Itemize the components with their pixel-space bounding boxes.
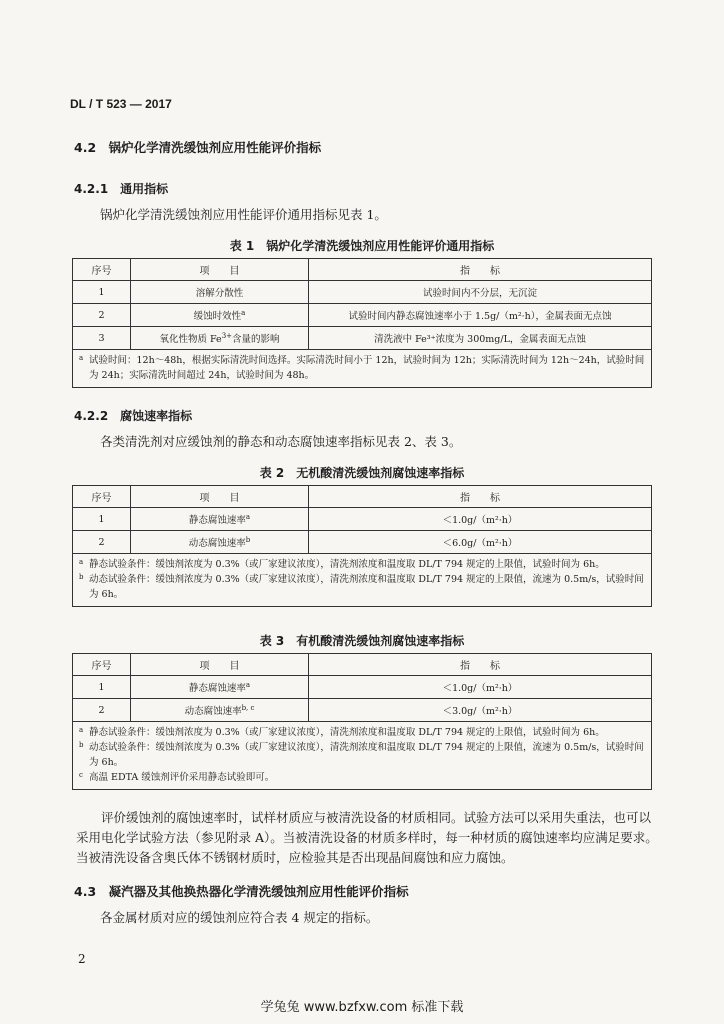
header-no: 序号 bbox=[73, 486, 131, 508]
note bbox=[79, 770, 645, 785]
cell-index: ＜6.0g/（m²·h） bbox=[309, 531, 652, 554]
cell-index: 清洗液中 Fe³⁺浓度为 300mg/L，金属表面无点蚀 bbox=[309, 327, 652, 350]
item-text: 动态腐蚀速率 bbox=[184, 706, 242, 717]
cell-no: 1 bbox=[73, 508, 131, 531]
cell-no: 2 bbox=[73, 531, 131, 554]
footnote-ref: b bbox=[245, 535, 251, 544]
note-text: 高温 EDTA 缓蚀剂评价采用静态试验即可。 bbox=[89, 772, 275, 783]
table-row bbox=[73, 327, 652, 350]
note-mark: a bbox=[79, 726, 84, 734]
table3-caption: 表 3 有机酸清洗缓蚀剂腐蚀速率指标 bbox=[259, 634, 465, 648]
doc-header: DL / T 523 — 2017 bbox=[70, 97, 172, 111]
table-row bbox=[73, 281, 652, 304]
cell-item bbox=[131, 327, 309, 350]
table-notes bbox=[73, 554, 652, 607]
table-notes-row bbox=[73, 554, 652, 607]
cell-index: ＜3.0g/（m²·h） bbox=[309, 699, 652, 722]
note bbox=[79, 572, 645, 602]
table-row bbox=[73, 699, 652, 722]
cell-index: ＜1.0g/（m²·h） bbox=[309, 508, 652, 531]
item-text: 静态腐蚀速率 bbox=[188, 515, 246, 526]
paragraph-2: 各类清洗剂对应缓蚀剂的静态和动态腐蚀速率指标见表 2、表 3。 bbox=[100, 434, 462, 449]
paragraph-1: 锅炉化学清洗缓蚀剂应用性能评价通用指标见表 1。 bbox=[100, 207, 387, 222]
table2-caption: 表 2 无机酸清洗缓蚀剂腐蚀速率指标 bbox=[259, 466, 465, 480]
table-notes-row bbox=[73, 350, 652, 388]
header-no: 序号 bbox=[73, 259, 131, 281]
note-mark: c bbox=[79, 771, 83, 779]
table2 bbox=[72, 485, 652, 607]
table-notes-row bbox=[73, 722, 652, 790]
note bbox=[79, 353, 645, 383]
table1-caption: 表 1 锅炉化学清洗缓蚀剂应用性能评价通用指标 bbox=[229, 239, 495, 253]
table-notes bbox=[73, 722, 652, 790]
footnote-ref: b, c bbox=[241, 703, 255, 712]
table-header-row bbox=[73, 486, 652, 508]
note bbox=[79, 725, 645, 740]
note-text: 动态试验条件：缓蚀剂浓度为 0.3%（或厂家建议浓度），清洗剂浓度和温度取 DL/T 794 规定的上限值，流速为 0.5m/s，试验时间为 6h。 bbox=[89, 574, 644, 600]
item-text: 氧化性物质 Fe bbox=[159, 334, 222, 345]
cell-item bbox=[131, 676, 309, 699]
header-item: 项 目 bbox=[131, 654, 309, 676]
item-text: 动态腐蚀速率 bbox=[188, 538, 246, 549]
note-text: 静态试验条件：缓蚀剂浓度为 0.3%（或厂家建议浓度），清洗剂浓度和温度取 DL/T 794 规定的上限值，试验时间为 6h。 bbox=[89, 727, 605, 738]
table-row bbox=[73, 304, 652, 327]
section-4-2-1-heading: 4.2.1 通用指标 bbox=[74, 182, 169, 196]
cell-item bbox=[131, 699, 309, 722]
cell-no: 2 bbox=[73, 304, 131, 327]
note-mark: b bbox=[79, 741, 84, 749]
header-index: 指 标 bbox=[309, 259, 652, 281]
cell-item: 溶解分散性 bbox=[131, 281, 309, 304]
footnote-ref: a bbox=[245, 680, 251, 689]
table-header-row bbox=[73, 654, 652, 676]
header-item: 项 目 bbox=[131, 486, 309, 508]
table-notes bbox=[73, 350, 652, 388]
item-text: 缓蚀时效性 bbox=[193, 311, 242, 322]
cell-no: 2 bbox=[73, 699, 131, 722]
table-row bbox=[73, 508, 652, 531]
cell-index: 试验时间内不分层，无沉淀 bbox=[309, 281, 652, 304]
cell-index: 试验时间内静态腐蚀速率小于 1.5g/（m²·h），金属表面无点蚀 bbox=[309, 304, 652, 327]
cell-item bbox=[131, 531, 309, 554]
header-no: 序号 bbox=[73, 654, 131, 676]
paragraph-4: 各金属材质对应的缓蚀剂应符合表 4 规定的指标。 bbox=[100, 910, 379, 925]
section-4-2-heading: 4.2 锅炉化学清洗缓蚀剂应用性能评价指标 bbox=[74, 140, 322, 155]
table-row bbox=[73, 676, 652, 699]
note-mark: b bbox=[79, 573, 84, 581]
section-4-2-2-heading: 4.2.2 腐蚀速率指标 bbox=[74, 409, 193, 423]
table-header-row bbox=[73, 259, 652, 281]
table1 bbox=[72, 258, 652, 388]
table-row bbox=[73, 531, 652, 554]
note-text: 动态试验条件：缓蚀剂浓度为 0.3%（或厂家建议浓度），清洗剂浓度和温度取 DL/T 794 规定的上限值，流速为 0.5m/s，试验时间为 6h。 bbox=[89, 742, 644, 768]
table3 bbox=[72, 653, 652, 790]
note-text: 试验时间：12h～48h，根据实际清洗时间选择。实际清洗时间小于 12h，试验时间为 12h；实际清洗时间为 12h～24h，试验时间为 24h；实际清洗时间超过 24h，试验时间为 48h。 bbox=[89, 355, 645, 381]
item-text: 静态腐蚀速率 bbox=[188, 683, 246, 694]
note-text: 静态试验条件：缓蚀剂浓度为 0.3%（或厂家建议浓度），清洗剂浓度和温度取 DL/T 794 规定的上限值，试验时间为 6h。 bbox=[89, 559, 605, 570]
footnote-ref: a bbox=[245, 512, 251, 521]
page-number: 2 bbox=[78, 952, 86, 966]
section-4-3-heading: 4.3 凝汽器及其他换热器化学清洗缓蚀剂应用性能评价指标 bbox=[74, 884, 409, 899]
superscript: 3+ bbox=[221, 331, 233, 340]
paragraph-3: 评价缓蚀剂的腐蚀速率时，试样材质应与被清洗设备的材质相同。试验方法可以采用失重法，也可以采用电化学试验方法（参见附录 A）。当被清洗设备的材质多样时，每一种材质的腐蚀速率均应满足要求。当被清洗设备含奥氏体不锈钢材质时，应检验其是否出现晶间腐蚀和应力腐蚀。 bbox=[76, 810, 658, 865]
item-text-tail: 含量的影响 bbox=[232, 334, 280, 345]
cell-index: ＜1.0g/（m²·h） bbox=[309, 676, 652, 699]
header-index: 指 标 bbox=[309, 486, 652, 508]
cell-no: 1 bbox=[73, 281, 131, 304]
header-item: 项 目 bbox=[131, 259, 309, 281]
cell-item bbox=[131, 508, 309, 531]
watermark-footer: 学兔兔 www.bzfxw.com 标准下载 bbox=[260, 1000, 464, 1015]
cell-no: 1 bbox=[73, 676, 131, 699]
note-mark: a bbox=[79, 558, 84, 566]
footnote-ref: a bbox=[241, 308, 246, 317]
note-mark: a bbox=[79, 354, 84, 362]
cell-no: 3 bbox=[73, 327, 131, 350]
cell-item bbox=[131, 304, 309, 327]
note bbox=[79, 557, 645, 572]
note bbox=[79, 740, 645, 770]
header-index: 指 标 bbox=[309, 654, 652, 676]
